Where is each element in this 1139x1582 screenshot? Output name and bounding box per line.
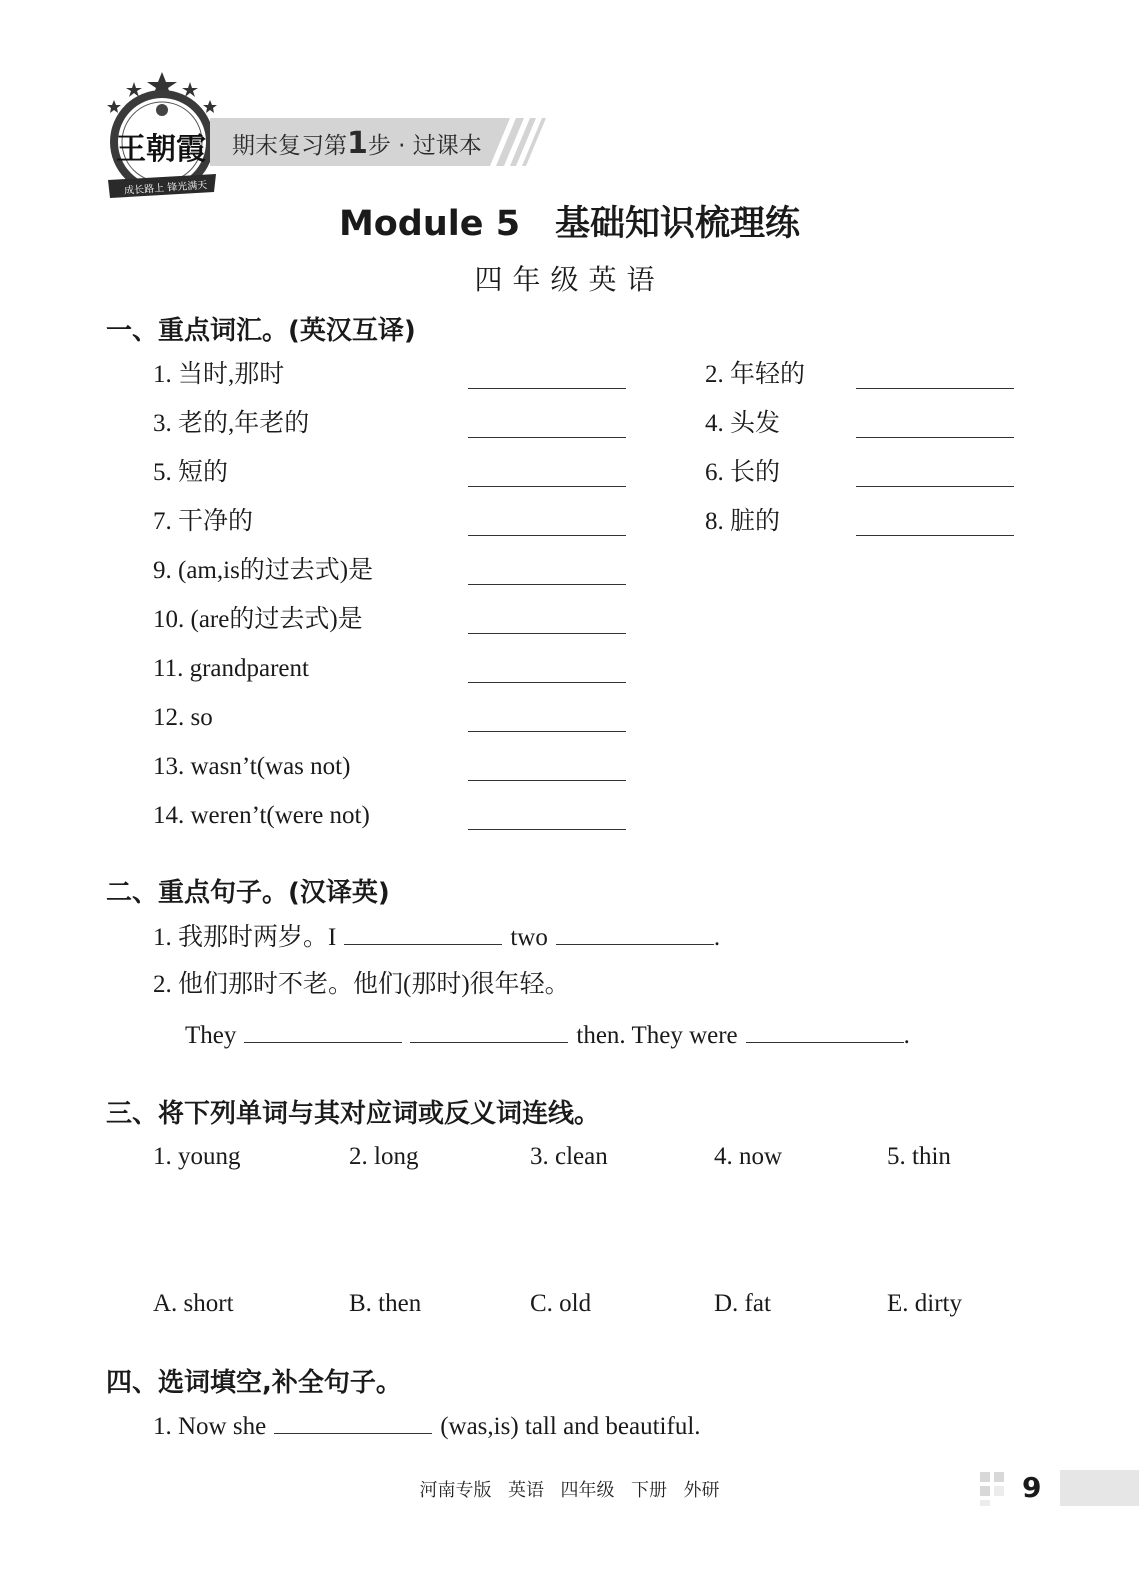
vocab-item: 1. 当时,那时 [153,361,285,388]
vocab-item: 6. 长的 [705,459,781,486]
vocab-item: 7. 干净的 [153,508,254,535]
match-option[interactable]: E. dirty [887,1290,962,1317]
vocab-item: 13. wasn’t(was not) [153,753,351,780]
match-option[interactable]: D. fat [714,1290,771,1317]
match-option[interactable]: B. then [349,1290,422,1317]
answer-blank[interactable] [468,535,626,536]
answer-blank[interactable] [856,486,1014,487]
section-1-heading: 一、重点词汇。(英汉互译) [106,316,416,346]
logo-text: 王朝霞 [116,133,206,166]
match-word[interactable]: 2. long [349,1143,419,1170]
vocab-item: 10. (are的过去式)是 [153,606,363,633]
vocab-item: 2. 年轻的 [705,361,806,388]
match-word[interactable]: 4. now [714,1143,783,1170]
answer-blank[interactable] [410,1020,568,1043]
sentence-2-english: They then. They were . [185,1022,910,1049]
answer-blank[interactable] [468,731,626,732]
vocab-item: 3. 老的,年老的 [153,410,310,437]
answer-blank[interactable] [468,829,626,830]
page-subtitle: 四年级英语 [474,263,665,296]
page-number: 9 [1022,1471,1042,1504]
match-word[interactable]: 5. thin [887,1143,951,1170]
match-option[interactable]: C. old [530,1290,592,1317]
vocab-item: 8. 脏的 [705,508,781,535]
answer-blank[interactable] [468,682,626,683]
answer-blank[interactable] [856,535,1014,536]
vocab-item: 11. grandparent [153,655,309,682]
answer-blank[interactable] [468,780,626,781]
answer-blank[interactable] [856,388,1014,389]
answer-blank[interactable] [468,437,626,438]
section-2-heading: 二、重点句子。(汉译英) [106,878,390,908]
vocab-item: 14. weren’t(were not) [153,802,370,829]
vocab-item: 5. 短的 [153,459,229,486]
section-4-heading: 四、选词填空,补全句子。 [106,1368,402,1398]
match-option[interactable]: A. short [153,1290,234,1317]
answer-blank[interactable] [344,922,502,945]
answer-blank[interactable] [746,1020,904,1043]
sentence-2-chinese: 2. 他们那时不老。他们(那时)很年轻。 [153,971,570,998]
answer-blank[interactable] [244,1020,402,1043]
section-3-heading: 三、将下列单词与其对应词或反义词连线。 [106,1099,601,1129]
answer-blank[interactable] [274,1411,432,1434]
answer-blank[interactable] [468,388,626,389]
vocab-item: 4. 头发 [705,410,781,437]
answer-blank[interactable] [468,486,626,487]
sentence-1: 1. 我那时两岁。I two . [153,924,721,951]
logo-ribbon: 成长路上 锋光满天 [123,180,208,197]
page-title: Module 5 基础知识梳理练 [338,204,801,244]
answer-blank[interactable] [468,584,626,585]
banner-text: 期末复习第1步 · 过课本 [232,126,482,161]
match-word[interactable]: 3. clean [530,1143,608,1170]
vocab-item: 9. (am,is的过去式)是 [153,557,374,584]
fill-sentence-1: 1. Now she (was,is) tall and beautiful. [153,1413,701,1440]
answer-blank[interactable] [468,633,626,634]
vocab-item: 12. so [153,704,213,731]
page-number-bar [1060,1470,1139,1506]
match-word[interactable]: 1. young [153,1143,241,1170]
answer-blank[interactable] [856,437,1014,438]
footer-text: 河南专版 英语 四年级 下册 外研 [419,1480,720,1500]
answer-blank[interactable] [556,922,714,945]
